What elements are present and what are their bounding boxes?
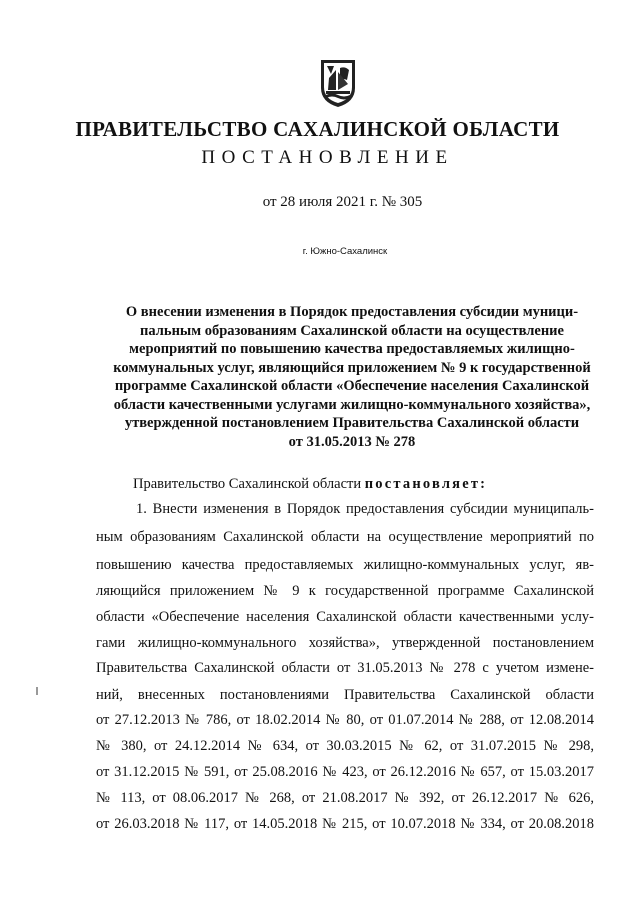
body-line: гами жилищно-коммунального хозяйства», утвержденной постановлением xyxy=(96,635,594,651)
document-city: г. Южно-Сахалинск xyxy=(302,246,388,257)
heading-line: О внесении изменения в Порядок предоставления субсидии муници- xyxy=(125,304,579,320)
coat-of-arms-icon xyxy=(318,58,358,108)
heading-line: области качественными услугами жилищно-коммунального хозяйства», xyxy=(113,396,591,413)
heading-line: утвержденной постановлением Правительства Сахалинской области xyxy=(124,415,580,431)
body-line: № 380, от 24.12.2014 № 634, от 30.03.2015 № 62, от 31.07.2015 № 298, xyxy=(96,738,594,754)
heading-line: от 31.05.2013 № 278 xyxy=(288,433,416,450)
preamble xyxy=(133,475,487,493)
heading-line: пальным образованиям Сахалинской области на осуществление xyxy=(140,322,564,339)
government-name: ПРАВИТЕЛЬСТВО САХАЛИНСКОЙ ОБЛАСТИ xyxy=(75,117,560,141)
body-line: от 26.03.2018 № 117, от 14.05.2018 № 215, от 10.07.2018 № 334, от 20.08.2018 xyxy=(96,816,594,832)
body-line: области «Обеспечение населения Сахалинской области качественными услу- xyxy=(96,609,594,625)
body-line: 1. Внести изменения в Порядок предоставления субсидии муниципаль- xyxy=(136,501,594,517)
body-line: повышению качества предоставляемых жилищно-коммунальных услуг, яв- xyxy=(96,557,594,573)
scan-mark xyxy=(36,687,38,695)
body-line: Правительства Сахалинской области от 31.05.2013 № 278 с учетом измене- xyxy=(96,660,594,676)
body-line: № 113, от 08.06.2017 № 268, от 21.08.2017 № 392, от 26.12.2017 № 626, xyxy=(96,790,594,806)
heading-line: мероприятий по повышению качества предоставляемых жилищно- xyxy=(129,341,575,357)
document-type: ПОСТАНОВЛЕНИЕ xyxy=(201,147,454,168)
body-line: от 27.12.2013 № 786, от 18.02.2014 № 80, от 01.07.2014 № 288, от 12.08.2014 xyxy=(96,712,594,728)
heading-line: коммунальных услуг, являющийся приложением № 9 к государственной xyxy=(113,359,591,376)
document-date: от 28 июля 2021 г. № 305 xyxy=(262,194,423,210)
body-line: ляющийся приложением № 9 к государственной программе Сахалинской xyxy=(96,583,594,599)
document-heading xyxy=(92,303,612,451)
preamble-text: Правительство Сахалинской области xyxy=(133,476,365,492)
body-line: ным образованиям Сахалинской области на осуществление мероприятий по xyxy=(96,529,594,545)
body-line: от 31.12.2015 № 591, от 25.08.2016 № 423, от 26.12.2016 № 657, от 15.03.2017 xyxy=(96,764,594,780)
body-line: ний, внесенных постановлениями Правительства Сахалинской области xyxy=(96,687,594,703)
preamble-emphasis: постановляет: xyxy=(364,476,488,492)
heading-line: программе Сахалинской области «Обеспечение населения Сахалинской xyxy=(114,378,590,394)
